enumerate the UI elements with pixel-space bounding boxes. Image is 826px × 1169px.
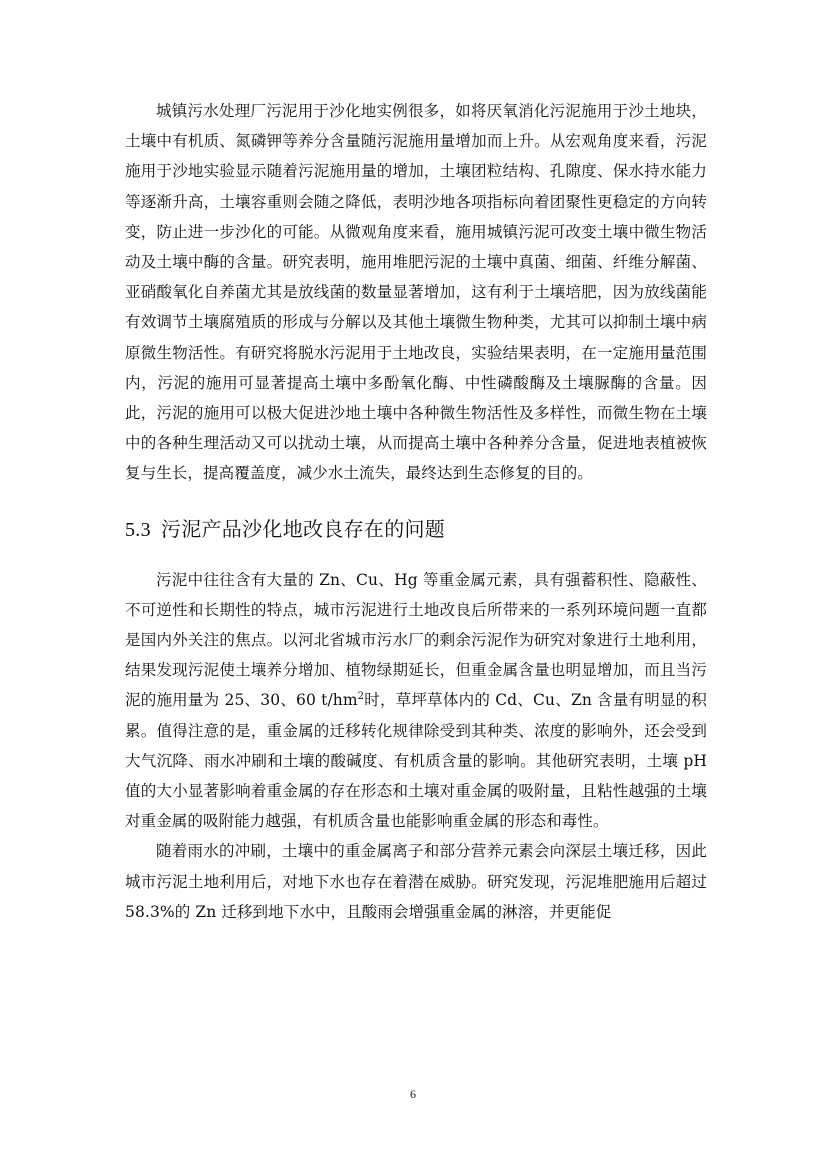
body-paragraph-2 — [125, 565, 707, 837]
page-number: 6 — [410, 1087, 416, 1101]
section-number: 5.3 — [125, 518, 151, 541]
document-page — [125, 96, 707, 927]
section-heading — [125, 514, 707, 545]
body-paragraph-3: 随着雨水的冲刷，土壤中的重金属离子和部分营养元素会向深层土壤迁移，因此城市污泥土地利用后，对地下水也存在着潜在威胁。研究发现，污泥堆肥施用后超过 58.3%的 Zn 迁移到地下水中，且酸雨会增强重金属的淋溶，并更能促 — [125, 842, 707, 921]
paragraph-2-text-b: 时，草坪草体内的 Cd、Cu、Zn 含量有明显的积累。值得注意的是，重金属的迁移转化规律除受到其种类、浓度的影响外，还会受到大气沉降、雨水冲刷和土壤的酸碱度、有机质含量的影响。其他研究表明，土壤 pH 值的大小显著影响着重金属的存在形态和土壤对重金属的吸附量，且粘性越强的土壤对重金属的吸附能力越强，有机质含量也能影响重金属的形态和毒性。 — [125, 691, 708, 831]
superscript-2: 2 — [357, 691, 365, 703]
body-paragraph-1: 城镇污水处理厂污泥用于沙化地实例很多，如将厌氧消化污泥施用于沙土地块，土壤中有机质、氮磷钾等养分含量随污泥施用量增加而上升。从宏观角度来看，污泥施用于沙地实验显示随着污泥施用量的增加，土壤团粒结构、孔隙度、保水持水能力等逐渐升高，土壤容重则会随之降低，表明沙地各项指标向着团聚性更稳定的方向转变，防止进一步沙化的可能。从微观角度来看，施用城镇污泥可改变土壤中微生物活动及土壤中酶的含量。研究表明，施用堆肥污泥的土壤中真菌、细菌、纤维分解菌、亚硝酸氧化自养菌尤其是放线菌的数量显著增加，这有利于土壤培肥，因为放线菌能有效调节土壤腐殖质的形成与分解以及其他土壤微生物种类，尤其可以抑制土壤中病原微生物活性。有研究将脱水污泥用于土地改良，实验结果表明，在一定施用量范围内，污泥的施用可显著提高土壤中多酚氧化酶、中性磷酸酶及土壤脲酶的含量。因此，污泥的施用可以极大促进沙地土壤中各种微生物活性及多样性，而微生物在土壤中的各种生理活动又可以扰动土壤，从而提高土壤中各种养分含量，促进地表植被恢复与生长，提高覆盖度，减少水土流失，最终达到生态修复的目的。 — [125, 102, 707, 483]
section-title: 污泥产品沙化地改良存在的问题 — [160, 516, 446, 541]
paragraph-2-text-a: 污泥中往往含有大量的 Zn、Cu、Hg 等重金属元素，具有强蓄积性、隐蔽性、不可逆性和长期性的特点，城市污泥进行土地改良后所带来的一系列环境问题一直都是国内外关注的焦点。以河北省城市污水厂的剩余污泥作为研究对象进行土地利用，结果发现污泥使土壤养分增加、植物绿期延长，但重金属含量也明显增加，而且当污泥的施用量为 25、30、60 t/hm — [125, 570, 707, 710]
